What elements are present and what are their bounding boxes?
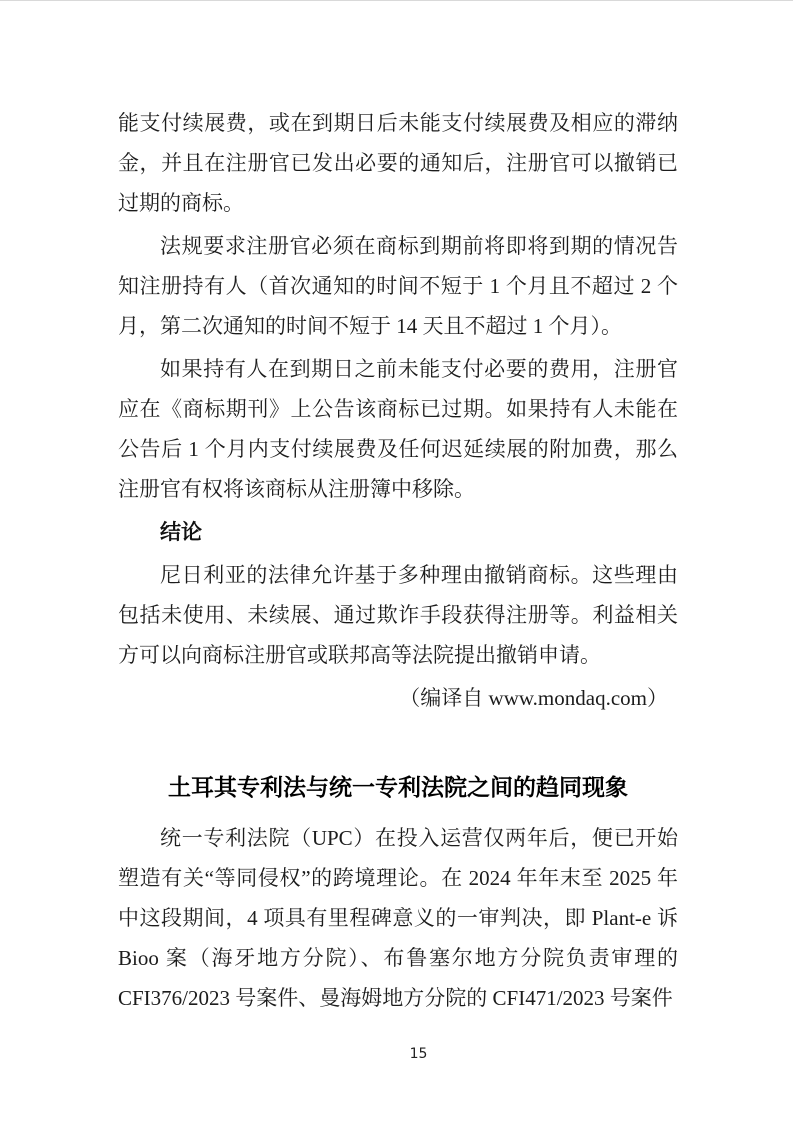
paragraph-upc-opening: 统一专利法院（UPC）在投入运营仅两年后，便已开始塑造有关“等同侵权”的跨境理论。在 2024 年年末至 2025 年中这段期间，4 项具有里程碑意义的一审判决，即 Plant-e 诉 Bioo 案（海牙地方分院）、布鲁塞尔地方分院负责审理的 CFI376/2023 号案件、曼海姆地方分院的 CFI471/2023 号案件: [118, 826, 678, 1010]
paragraph-renewal-fee-continued: 能支付续展费，或在到期日后未能支付续展费及相应的滞纳金，并且在注册官已发出必要的通知后，注册官可以撤销已过期的商标。: [118, 111, 678, 215]
conclusion-heading: 结论: [160, 520, 202, 544]
paragraph-notice-requirement: 法规要求注册官必须在商标到期前将即将到期的情况告知注册持有人（首次通知的时间不短于 1 个月且不超过 2 个月，第二次通知的时间不短于 14 天且不超过 1 个月）。: [118, 234, 678, 338]
page-number: 15: [409, 1046, 428, 1062]
paragraph-conclusion: 尼日利亚的法律允许基于多种理由撤销商标。这些理由包括未使用、未续展、通过欺诈手段获得注册等。利益相关方可以向商标注册官或联邦高等法院提出撤销申请。: [118, 563, 678, 667]
source-attribution: （编译自 www.mondaq.com）: [399, 686, 668, 710]
page-content: [118, 103, 678, 1021]
page-footer: [22, 1045, 793, 1063]
article-title-turkey-upc: 土耳其专利法与统一专利法院之间的趋同现象: [168, 774, 628, 800]
paragraph-journal-removal: 如果持有人在到期日之前未能支付必要的费用，注册官应在《商标期刊》上公告该商标已过期。如果持有人未能在公告后 1 个月内支付续展费及任何迟延续展的附加费，那么注册官有权将该商标从注册簿中移除。: [118, 357, 678, 501]
